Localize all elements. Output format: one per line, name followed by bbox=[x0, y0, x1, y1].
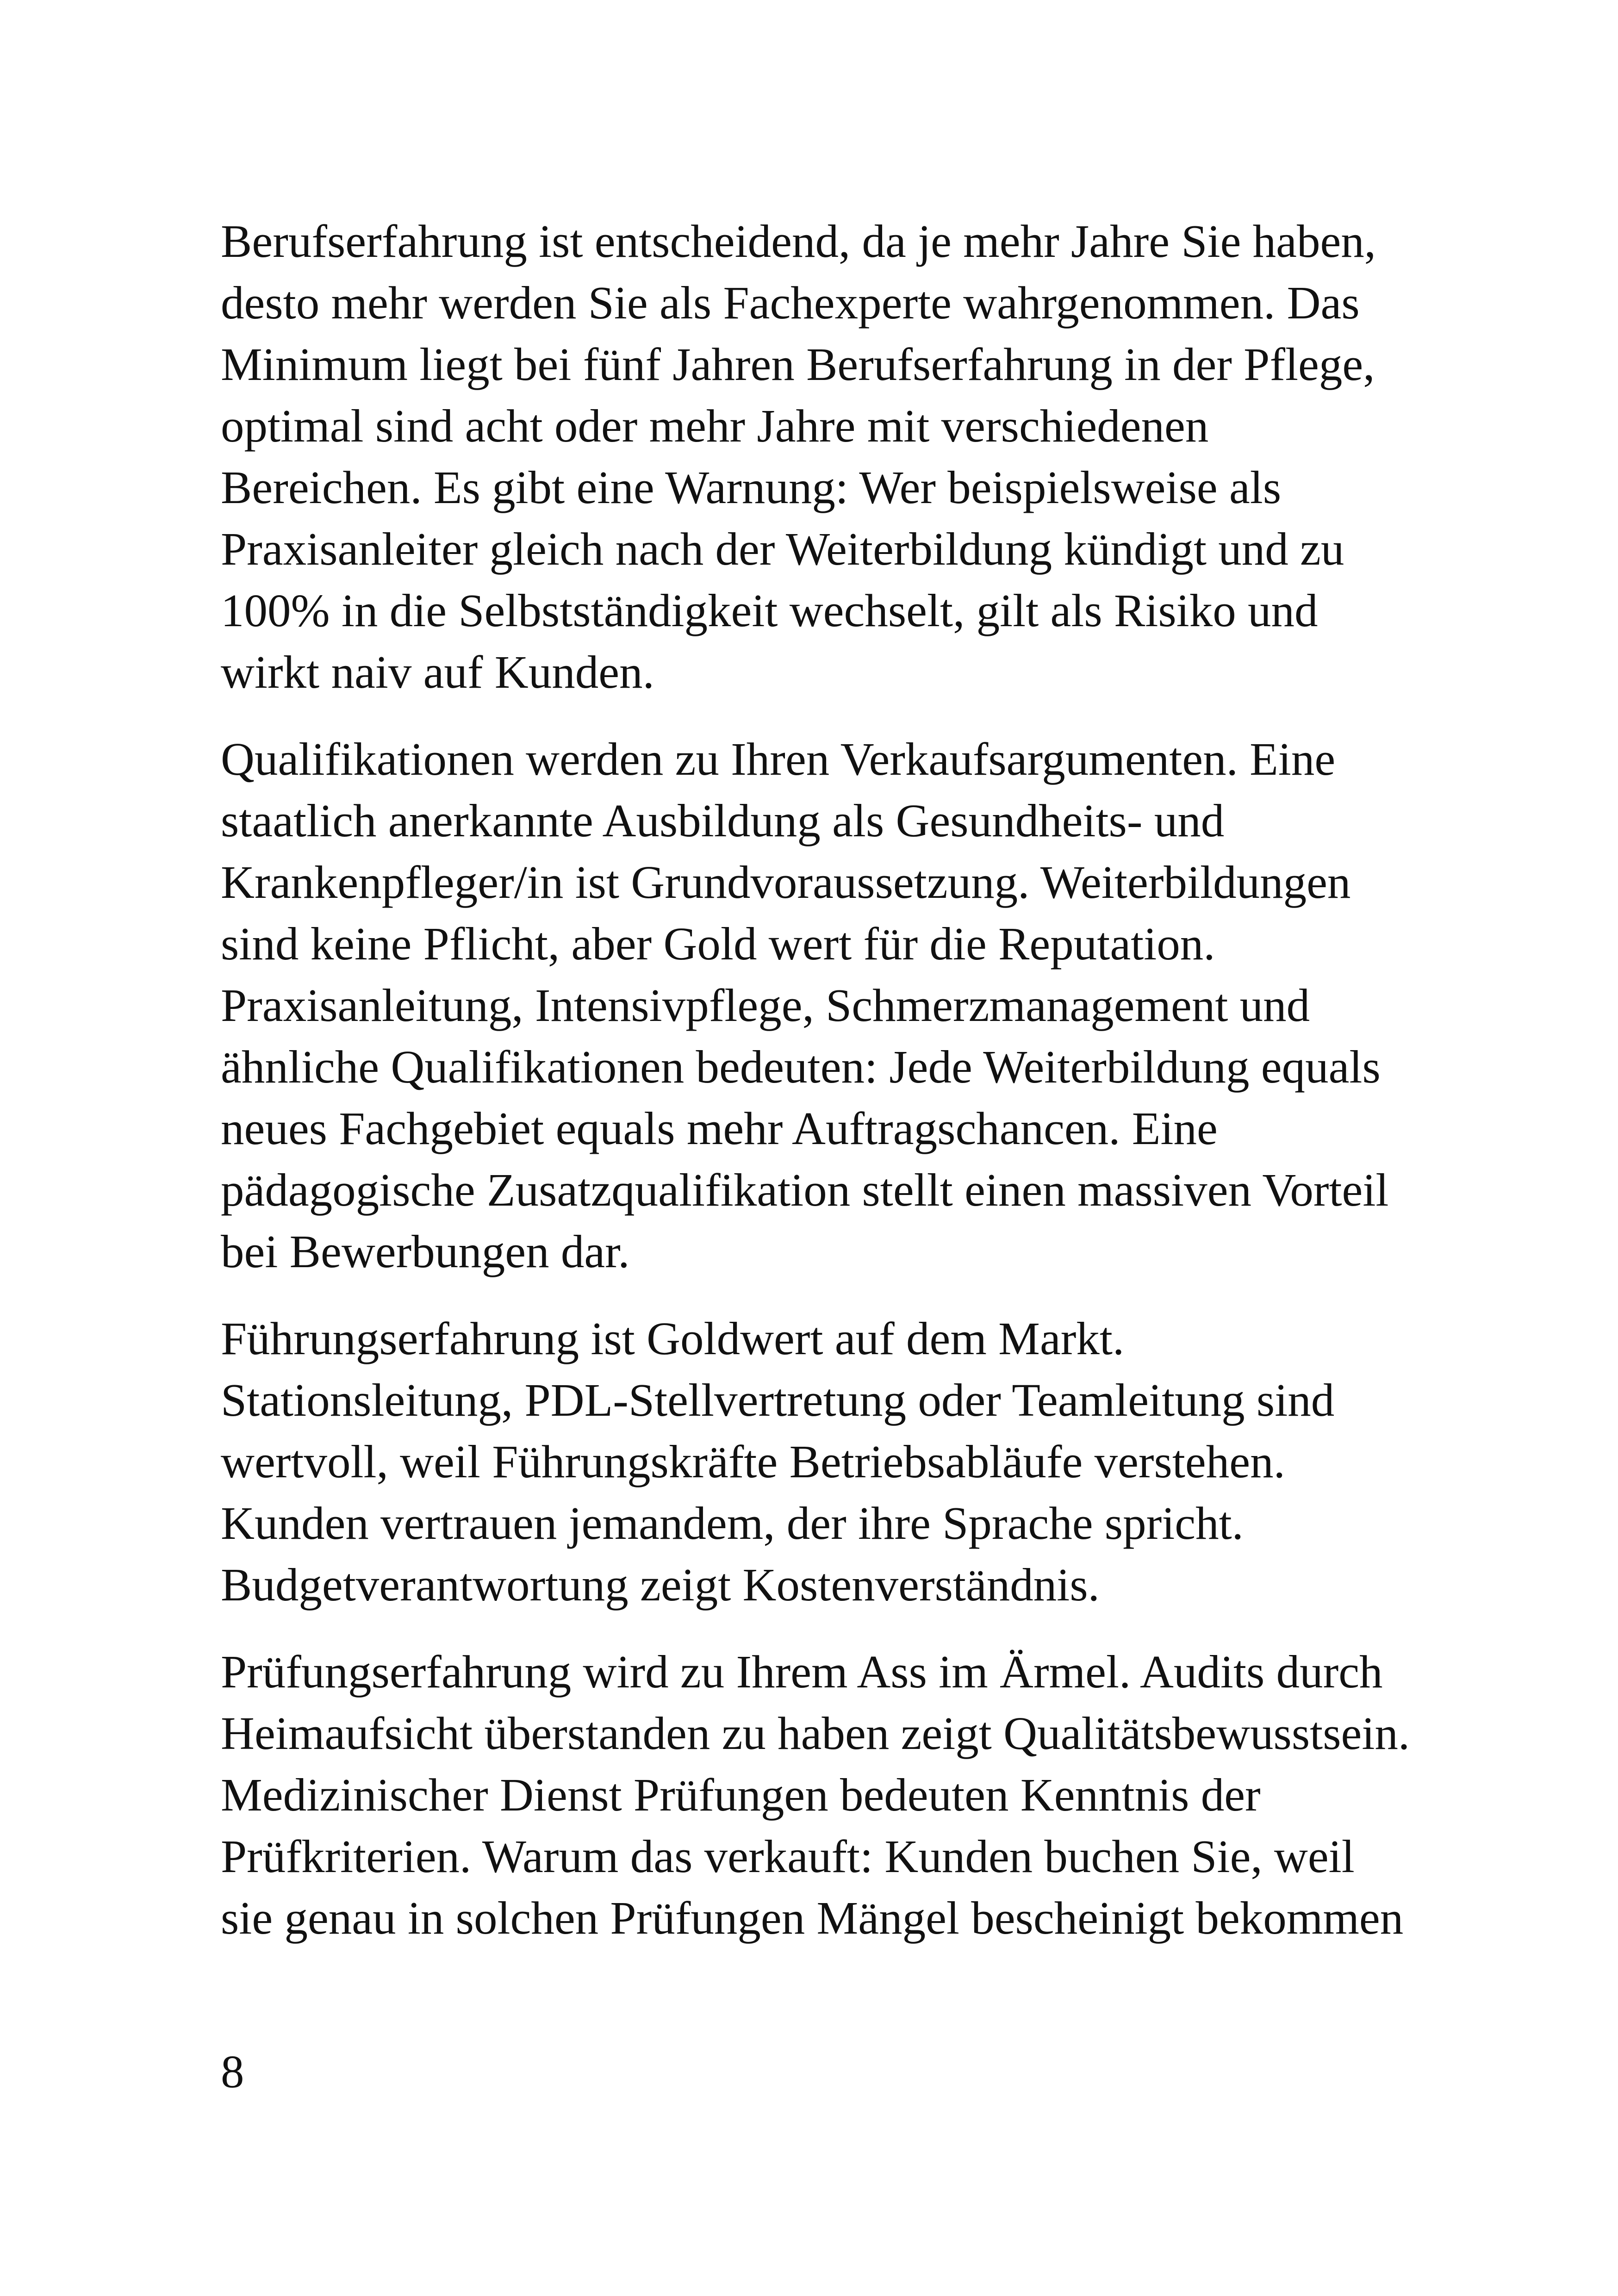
text-line: Minimum liegt bei fünf Jahren Berufserfahrung in der Pflege, bbox=[221, 338, 1375, 390]
text-line: Berufserfahrung ist entscheidend, da je mehr Jahre Sie haben, bbox=[221, 215, 1376, 267]
text-line: Stationsleitung, PDL-Stellvertretung oder Teamleitung sind bbox=[221, 1374, 1335, 1426]
text-line: wirkt naiv auf Kunden. bbox=[221, 646, 654, 698]
page-number: 8 bbox=[221, 2046, 244, 2097]
paragraph-audit-experience bbox=[221, 1641, 1424, 1949]
text-column bbox=[221, 211, 1424, 1949]
text-line: Bereichen. Es gibt eine Warnung: Wer beispielsweise als bbox=[221, 461, 1282, 513]
text-line: sind keine Pflicht, aber Gold wert für die Reputation. bbox=[221, 918, 1215, 970]
text-line: desto mehr werden Sie als Fachexperte wahrgenommen. Das bbox=[221, 277, 1360, 329]
text-line: bei Bewerbungen dar. bbox=[221, 1226, 630, 1277]
text-line: Praxisanleitung, Intensivpflege, Schmerzmanagement und bbox=[221, 979, 1310, 1031]
text-line: staatlich anerkannte Ausbildung als Gesundheits- und bbox=[221, 795, 1225, 846]
text-line: Budgetverantwortung zeigt Kostenverständnis. bbox=[221, 1559, 1100, 1611]
text-line: sie genau in solchen Prüfungen Mängel bescheinigt bekommen bbox=[221, 1892, 1404, 1944]
text-line: Medizinischer Dienst Prüfungen bedeuten Kenntnis der bbox=[221, 1769, 1261, 1821]
text-line: Heimaufsicht überstanden zu haben zeigt Qualitätsbewusstsein. bbox=[221, 1707, 1410, 1759]
text-line: Prüfungserfahrung wird zu Ihrem Ass im Ärmel. Audits durch bbox=[221, 1646, 1383, 1698]
paragraph-qualifications bbox=[221, 728, 1424, 1282]
text-line: Krankenpfleger/in ist Grundvoraussetzung. Weiterbildungen bbox=[221, 856, 1351, 908]
paragraph-experience bbox=[221, 211, 1424, 703]
text-line: Prüfkriterien. Warum das verkauft: Kunden buchen Sie, weil bbox=[221, 1830, 1355, 1882]
text-line: Kunden vertrauen jemandem, der ihre Sprache spricht. bbox=[221, 1497, 1244, 1549]
paragraph-leadership bbox=[221, 1308, 1424, 1616]
text-line: wertvoll, weil Führungskräfte Betriebsabläufe verstehen. bbox=[221, 1436, 1285, 1487]
text-line: Qualifikationen werden zu Ihren Verkaufsargumenten. Eine bbox=[221, 733, 1336, 785]
text-line: 100% in die Selbstständigkeit wechselt, gilt als Risiko und bbox=[221, 585, 1318, 636]
text-line: pädagogische Zusatzqualifikation stellt einen massiven Vorteil bbox=[221, 1164, 1389, 1216]
text-line: optimal sind acht oder mehr Jahre mit verschiedenen bbox=[221, 400, 1209, 452]
text-line: ähnliche Qualifikationen bedeuten: Jede Weiterbildung equals bbox=[221, 1041, 1381, 1093]
text-line: Führungserfahrung ist Goldwert auf dem Markt. bbox=[221, 1313, 1125, 1364]
text-line: Praxisanleiter gleich nach der Weiterbildung kündigt und zu bbox=[221, 523, 1344, 575]
text-line: neues Fachgebiet equals mehr Auftragschancen. Eine bbox=[221, 1102, 1218, 1154]
